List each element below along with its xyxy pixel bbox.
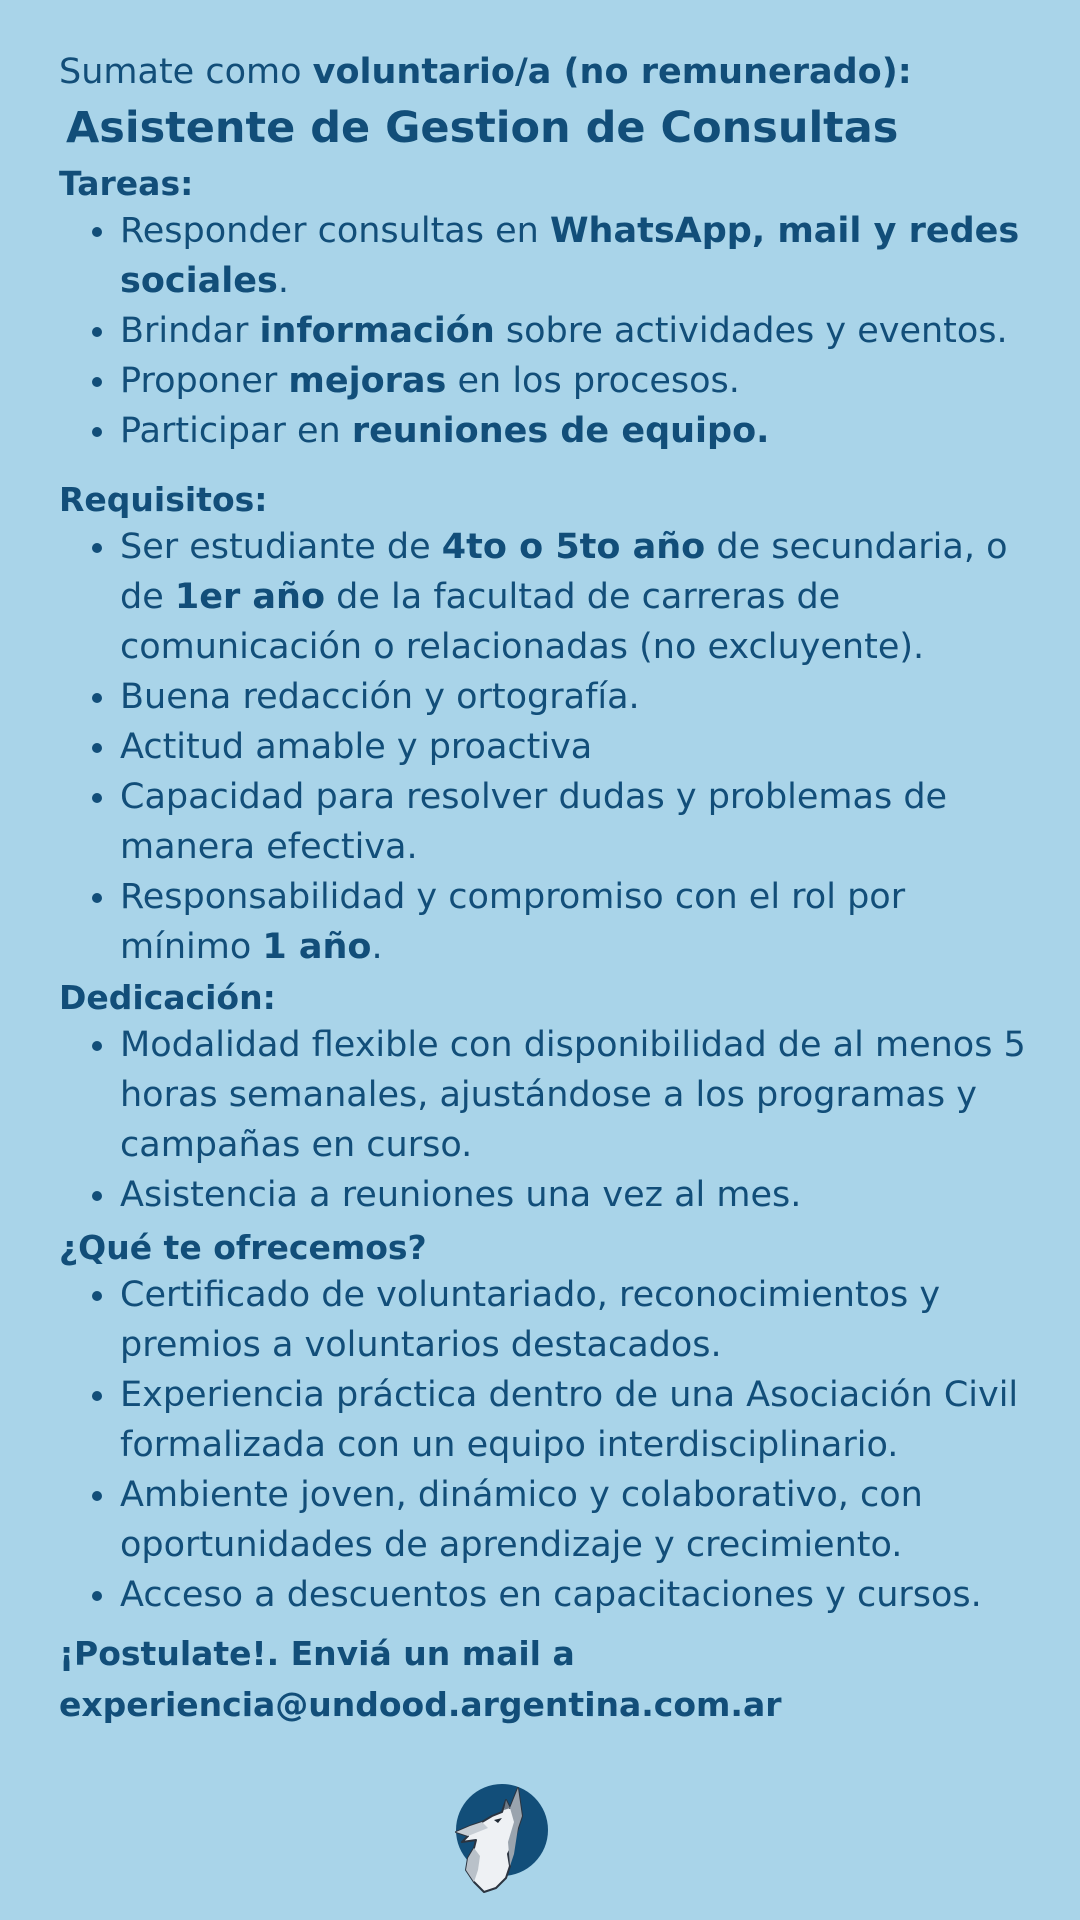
item-bold: mejoras: [288, 361, 447, 401]
page-title: Asistente de Gestion de Consultas: [66, 103, 899, 153]
list-item: Certificado de voluntariado, reconocimientos y premios a voluntarios destacados.: [120, 1270, 1046, 1370]
howling-wolf-icon: [448, 1782, 552, 1894]
list-item: Ambiente joven, dinámico y colaborativo, con oportunidades de aprendizaje y crecimiento.: [120, 1470, 1046, 1570]
list-item: [120, 406, 1046, 456]
tareas-section: [59, 162, 1046, 456]
list-item: [120, 356, 1046, 406]
list-item: Acceso a descuentos en capacitaciones y cursos.: [120, 1570, 1046, 1620]
item-text: Participar en: [120, 411, 352, 451]
call-to-action: [59, 1628, 1046, 1730]
list-item: Experiencia práctica dentro de una Asociación Civil formalizada con un equipo interdisciplinario.: [120, 1370, 1046, 1470]
item-text: Proponer: [120, 361, 289, 401]
item-bold: reuniones de equipo.: [351, 411, 770, 451]
list-item: Modalidad flexible con disponibilidad de al menos 5 horas semanales, ajustándose a los programas y campañas en curso.: [120, 1020, 1046, 1170]
item-text: Brindar: [120, 311, 260, 351]
requisitos-list: [59, 522, 1046, 972]
list-item: Buena redacción y ortografía.: [120, 672, 1046, 722]
item-text: .: [277, 261, 289, 301]
item-bold: 1er año: [174, 577, 326, 617]
list-item: [120, 522, 1046, 672]
list-item: [120, 306, 1046, 356]
dedicacion-list: [59, 1020, 1046, 1220]
item-text: Responsabilidad y compromiso con el rol por mínimo: [120, 877, 906, 967]
ofrecemos-section: [59, 1226, 1046, 1620]
intro-line: [59, 50, 1046, 94]
tareas-list: [59, 206, 1046, 456]
intro-bold: voluntario/a (no remunerado):: [312, 52, 912, 92]
tareas-heading: Tareas:: [59, 164, 194, 203]
dedicacion-section: [59, 976, 1046, 1220]
ofrecemos-list: [59, 1270, 1046, 1620]
list-item: Asistencia a reuniones una vez al mes.: [120, 1170, 1046, 1220]
list-item: [120, 206, 1046, 306]
item-text: de secundaria, o de: [120, 527, 1008, 617]
ofrecemos-heading: ¿Qué te ofrecemos?: [59, 1228, 427, 1267]
item-text: sobre actividades y eventos.: [494, 311, 1008, 351]
item-text: Ser estudiante de: [120, 527, 442, 567]
cta-text: ¡Postulate!. Enviá un mail a: [59, 1634, 575, 1673]
item-text: de la facultad de carreras de comunicación o relacionadas (no excluyente).: [120, 577, 925, 667]
requisitos-section: [59, 478, 1046, 972]
item-bold: 1 año: [262, 927, 372, 967]
list-item: [120, 872, 1046, 972]
list-item: Actitud amable y proactiva: [120, 722, 1046, 772]
intro-prefix: Sumate como: [59, 52, 313, 92]
item-text: Responder consultas en: [120, 211, 550, 251]
dedicacion-heading: Dedicación:: [59, 978, 276, 1017]
item-bold: información: [259, 311, 495, 351]
list-item: Capacidad para resolver dudas y problemas de manera efectiva.: [120, 772, 1046, 872]
requisitos-heading: Requisitos:: [59, 480, 268, 519]
item-text: .: [371, 927, 383, 967]
item-bold: 4to o 5to año: [441, 527, 706, 567]
contact-email[interactable]: experiencia@undood.argentina.com.ar: [59, 1685, 782, 1724]
item-bold: WhatsApp, mail y redes sociales: [120, 211, 1020, 301]
item-text: en los procesos.: [446, 361, 740, 401]
